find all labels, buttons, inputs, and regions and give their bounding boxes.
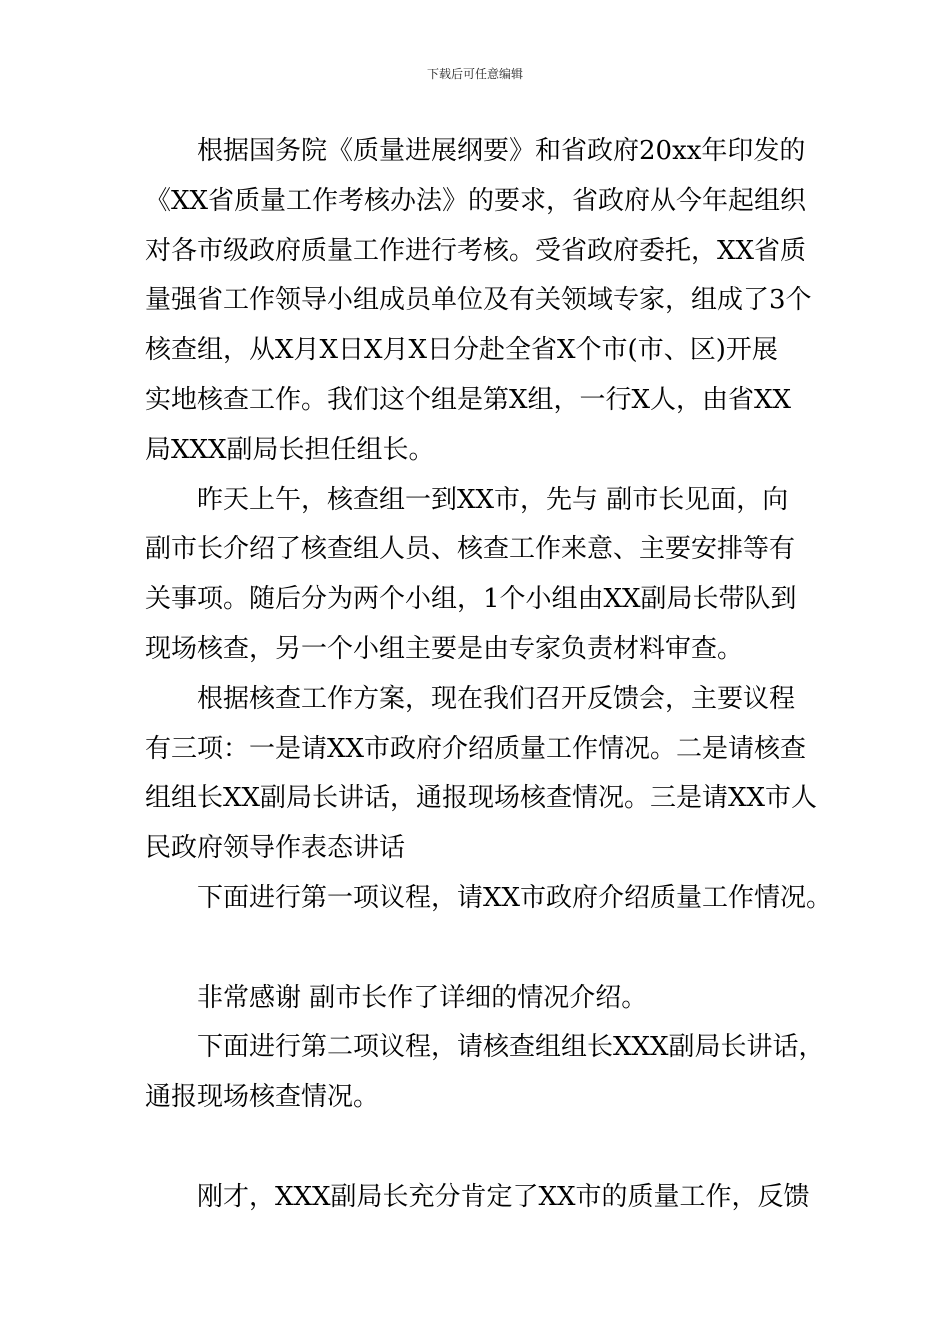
text-line: 通报现场核查情况。 [145,1082,380,1113]
text-line: 副市长介绍了核查组人员、核查工作来意、主要安排等有 [145,534,796,565]
text-line: 刚才，XXX副局长充分肯定了XX市的质量工作，反馈 [197,1181,810,1212]
blank-line [145,1123,807,1173]
paragraph-5 [145,974,807,1024]
text-line: 量强省工作领导小组成员单位及有关领域专家，组成了3个 [145,285,812,316]
text-line: 局XXX副局长担任组长。 [145,434,435,465]
paragraph-6 [145,1023,825,1123]
document-body [145,127,833,1223]
text-line: 有三项：一是请XX市政府介绍质量工作情况。二是请核查 [145,733,807,764]
text-line: 对各市级政府质量工作进行考核。受省政府委托，XX省质 [145,235,807,266]
text-line: 根据国务院《质量进展纲要》和省政府20xx年印发的 [197,136,806,166]
text-line: 实地核查工作。我们这个组是第X组，一行X人，由省XX [145,384,792,415]
page-header: 下载后可任意编辑 [426,67,523,81]
text-line: 核查组，从X月X日X月X日分赴全省X个市(市、区)开展 [145,335,778,366]
paragraph-1 [145,127,812,476]
text-line: 非常感谢 副市长作了详细的情况介绍。 [197,982,648,1013]
text-line: 组组长XX副局长讲话，通报现场核查情况。三是请XX市人 [145,783,818,814]
text-line: 民政府领导作表态讲话 [145,833,406,864]
text-line: 昨天上午，核查组一到XX市，先与 副市长见面，向 [197,484,789,515]
text-line: 关事项。随后分为两个小组，1个小组由XX副局长带队到 [145,584,797,615]
paragraph-4 [145,874,833,924]
blank-line [145,924,807,974]
text-line: 下面进行第一项议程，请XX市政府介绍质量工作情况。 [197,882,833,913]
paragraph-7 [145,1173,810,1223]
paragraph-3 [145,675,818,874]
text-line: 下面进行第二项议程，请核查组组长XXX副局长讲话， [197,1032,825,1063]
text-line: 《XX省质量工作考核办法》的要求，省政府从今年起组织 [145,185,807,216]
text-line: 现场核查，另一个小组主要是由专家负责材料审查。 [145,633,744,664]
text-line: 根据核查工作方案，现在我们召开反馈会，主要议程 [197,683,796,714]
paragraph-2 [145,476,807,675]
